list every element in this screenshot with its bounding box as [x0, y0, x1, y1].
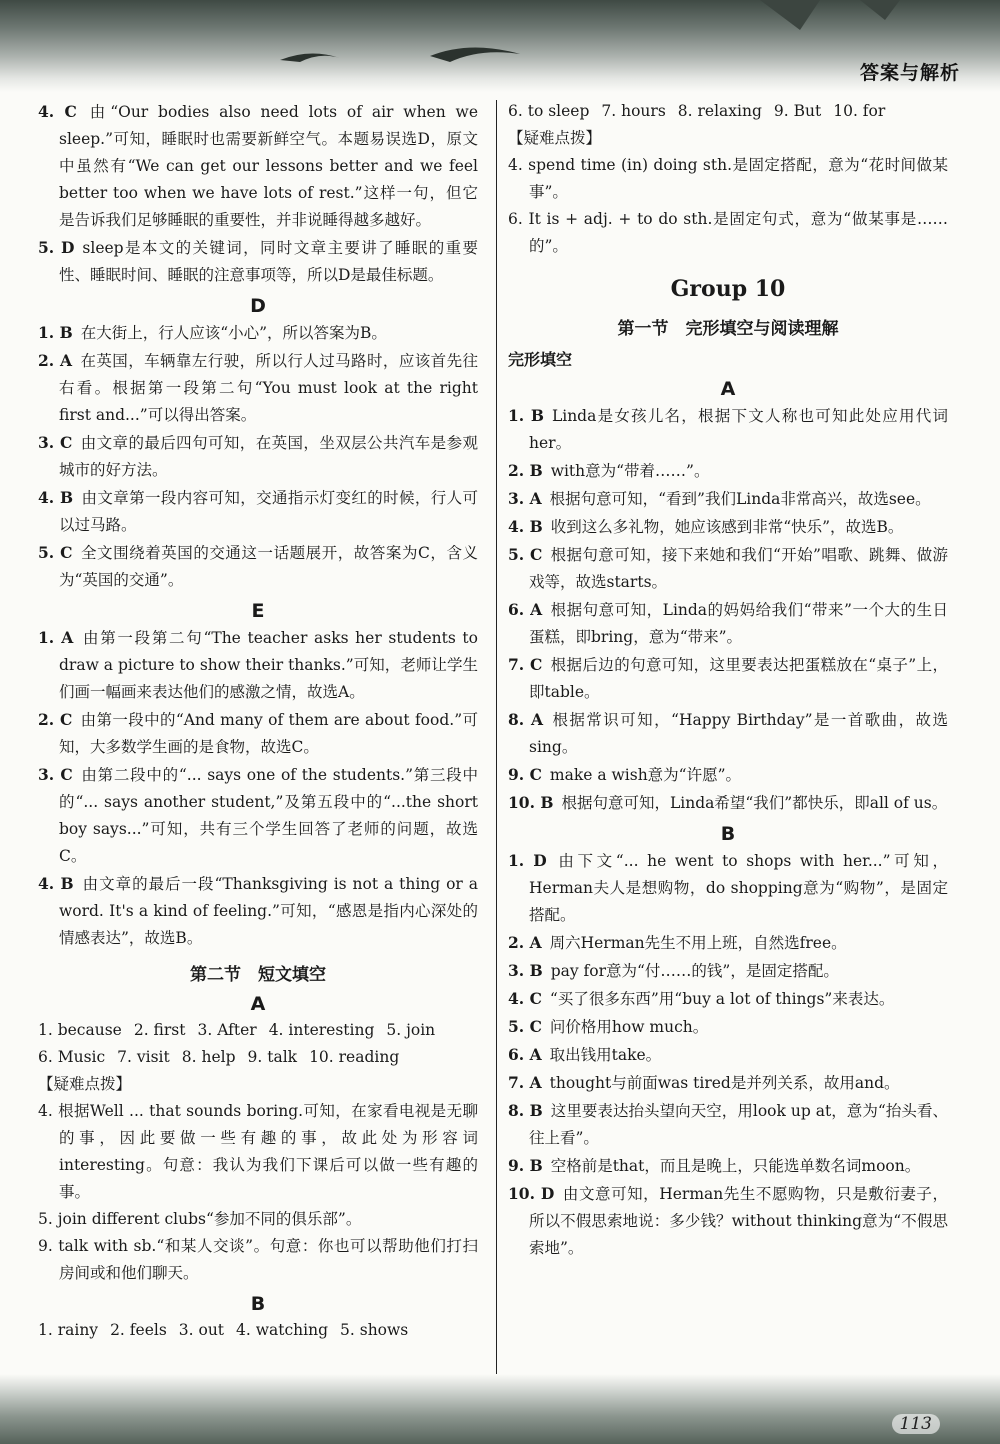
right-column: [508, 98, 948, 1262]
answer-line: 6. to sleep 7. hours 8. relaxing 9. But 10. for: [508, 102, 886, 120]
section-title: 第一节 完形填空与阅读理解: [617, 319, 839, 339]
section-heading-d: D: [250, 295, 266, 317]
hint-note: 4. spend time (in) doing sth.是固定搭配，意为“花时间做某事”。: [508, 156, 948, 201]
answer-item: 8. A 根据常识可知，“Happy Birthday”是一首歌曲，故选sing。: [508, 710, 948, 756]
answer-item: 5. D sleep是本文的关键词，同时文章主要讲了睡眠的重要性、睡眠时间、睡眠的注意事项等，所以D是最佳标题。: [38, 238, 478, 284]
subsection-title: 完形填空: [508, 350, 573, 369]
answer-item: 9. C make a wish意为“许愿”。: [508, 765, 742, 784]
section-heading-a: A: [250, 993, 266, 1015]
answer-item: 2. B with意为“带着……”。: [508, 461, 710, 480]
left-column: [38, 98, 478, 1344]
answer-item: 2. A 周六Herman先生不用上班，自然选free。: [508, 933, 847, 952]
answer-item: 7. A thought与前面was tired是并列关系，故用and。: [508, 1073, 900, 1092]
answer-item: 4. B 收到这么多礼物，她应该感到非常“快乐”，故选B。: [508, 517, 904, 536]
section-title: 第二节 短文填空: [190, 965, 326, 985]
answer-item: 8. B 这里要表达抬头望向天空，用look up at，意为“抬头看、往上看”。: [508, 1101, 948, 1147]
answer-item: 5. C 全文围绕着英国的交通这一话题展开，故答案为C，含义为“英国的交通”。: [38, 543, 478, 589]
answer-item: 1. B Linda是女孩儿名，根据下文人称也可知此处应用代词her。: [508, 406, 948, 452]
answer-item: 3. A 根据句意可知，“看到”我们Linda非常高兴，故选see。: [508, 489, 931, 508]
answer-line: 1. rainy 2. feels 3. out 4. watching 5. shows: [38, 1321, 409, 1339]
answer-item: 2. A 在英国，车辆靠左行驶，所以行人过马路时，应该首先往右看。根据第一段第二句“You must look at the right first and...”可以得出答案。: [38, 351, 478, 424]
section-heading-e: E: [251, 600, 265, 622]
answer-item: 5. C 根据句意可知，接下来她和我们“开始”唱歌、跳舞、做游戏等，故选starts。: [508, 545, 948, 591]
hint-note: 5. join different clubs“参加不同的俱乐部”。: [38, 1210, 362, 1228]
landscape-decoration-icon: [0, 0, 1000, 92]
answer-item: 4. C “买了很多东西”用“buy a lot of things”来表达。: [508, 989, 895, 1008]
answer-item: 4. B 由文章的最后一段“Thanksgiving is not a thing or a word. It's a kind of feeling.”可知，“感恩是指内心深处的情感表达”，故选B。: [38, 874, 478, 947]
answer-item: 3. C 由文章的最后四句可知，在英国，坐双层公共汽车是参观城市的好方法。: [38, 433, 478, 479]
hint-label: 【疑难点拨】: [508, 129, 602, 147]
answer-item: 10. B 根据句意可知，Linda希望“我们”都快乐，即all of us。: [508, 793, 948, 812]
answer-item: 4. B 由文章第一段内容可知，交通指示灯变红的时候，行人可以过马路。: [38, 488, 478, 534]
hint-note: 4. 根据Well ... that sounds boring.可知，在家看电视是无聊的事，因此要做一些有趣的事，故此处为形容词interesting。句意：我认为我们下课后可以做一些有趣的事。: [38, 1102, 478, 1201]
answer-item: 6. A 根据句意可知，Linda的妈妈给我们“带来”一个大的生日蛋糕，即bring，意为“带来”。: [508, 600, 948, 646]
hint-label: 【疑难点拨】: [38, 1075, 132, 1093]
answer-item: 3. B pay for意为“付……的钱”，是固定搭配。: [508, 961, 839, 980]
answer-item: 1. A 由第一段第二句“The teacher asks her students to draw a picture to show their thanks.”可知，老师让学生们画一幅画来表达他们的感激之情，故选A。: [38, 628, 478, 701]
section-heading-b: B: [720, 823, 736, 845]
header-title: 答案与解析: [859, 62, 960, 84]
section-heading-a: A: [720, 378, 736, 400]
hint-note: 6. It is + adj. + to do sth.是固定句式，意为“做某事是……的”。: [508, 210, 948, 255]
answer-item: 6. A 取出钱用take。: [508, 1045, 662, 1064]
answer-item: 7. C 根据后边的句意可知，这里要表达把蛋糕放在“桌子”上，即table。: [508, 655, 948, 701]
answer-item: 2. C 由第一段中的“And many of them are about food.”可知，大多数学生画的是食物，故选C。: [38, 710, 478, 756]
answer-item: 1. B 在大街上，行人应该“小心”，所以答案为B。: [38, 323, 387, 342]
answer-line: 1. because 2. first 3. After 4. interesting 5. join: [38, 1021, 436, 1039]
hint-note: 9. talk with sb.“和某人交谈”。句意：你也可以帮助他们打扫房间或和他们聊天。: [38, 1237, 478, 1282]
answer-item: 1. D 由下文“... he went to shops with her...”可知，Herman夫人是想购物，do shopping意为“购物”，是固定搭配。: [508, 851, 948, 924]
footer-band: [0, 1374, 1000, 1444]
answer-line: 6. Music 7. visit 8. help 9. talk 10. reading: [38, 1048, 400, 1066]
section-heading-b: B: [250, 1293, 266, 1315]
column-divider: [496, 100, 497, 1385]
answer-item: 4. C 由“Our bodies also need lots of air when we sleep.”可知，睡眠时也需要新鲜空气。本题易误选D，原文中虽然有“We can get our lessons better and we feel better too when we have lots of rest.”这样一句，但它是告诉我们足够睡眠的重要性，并非说睡得越多越好。: [38, 102, 478, 229]
header-band: [0, 0, 1000, 92]
answer-item: 5. C 问价格用how much。: [508, 1017, 709, 1036]
group-title: Group 10: [670, 276, 786, 302]
answer-item: 3. C 由第二段中的“... says one of the students.”第三段中的“... says another student,”及第五段中的“...the short boy says...”可知，共有三个学生回答了老师的问题，故选C。: [38, 765, 478, 865]
page-number: 113: [892, 1414, 940, 1434]
answer-item: 10. D 由文意可知，Herman先生不愿购物，只是敷衍妻子，所以不假思索地说：多少钱？without thinking意为“不假思索地”。: [508, 1184, 948, 1257]
answer-item: 9. B 空格前是that，而且是晚上，只能选单数名词moon。: [508, 1156, 921, 1175]
